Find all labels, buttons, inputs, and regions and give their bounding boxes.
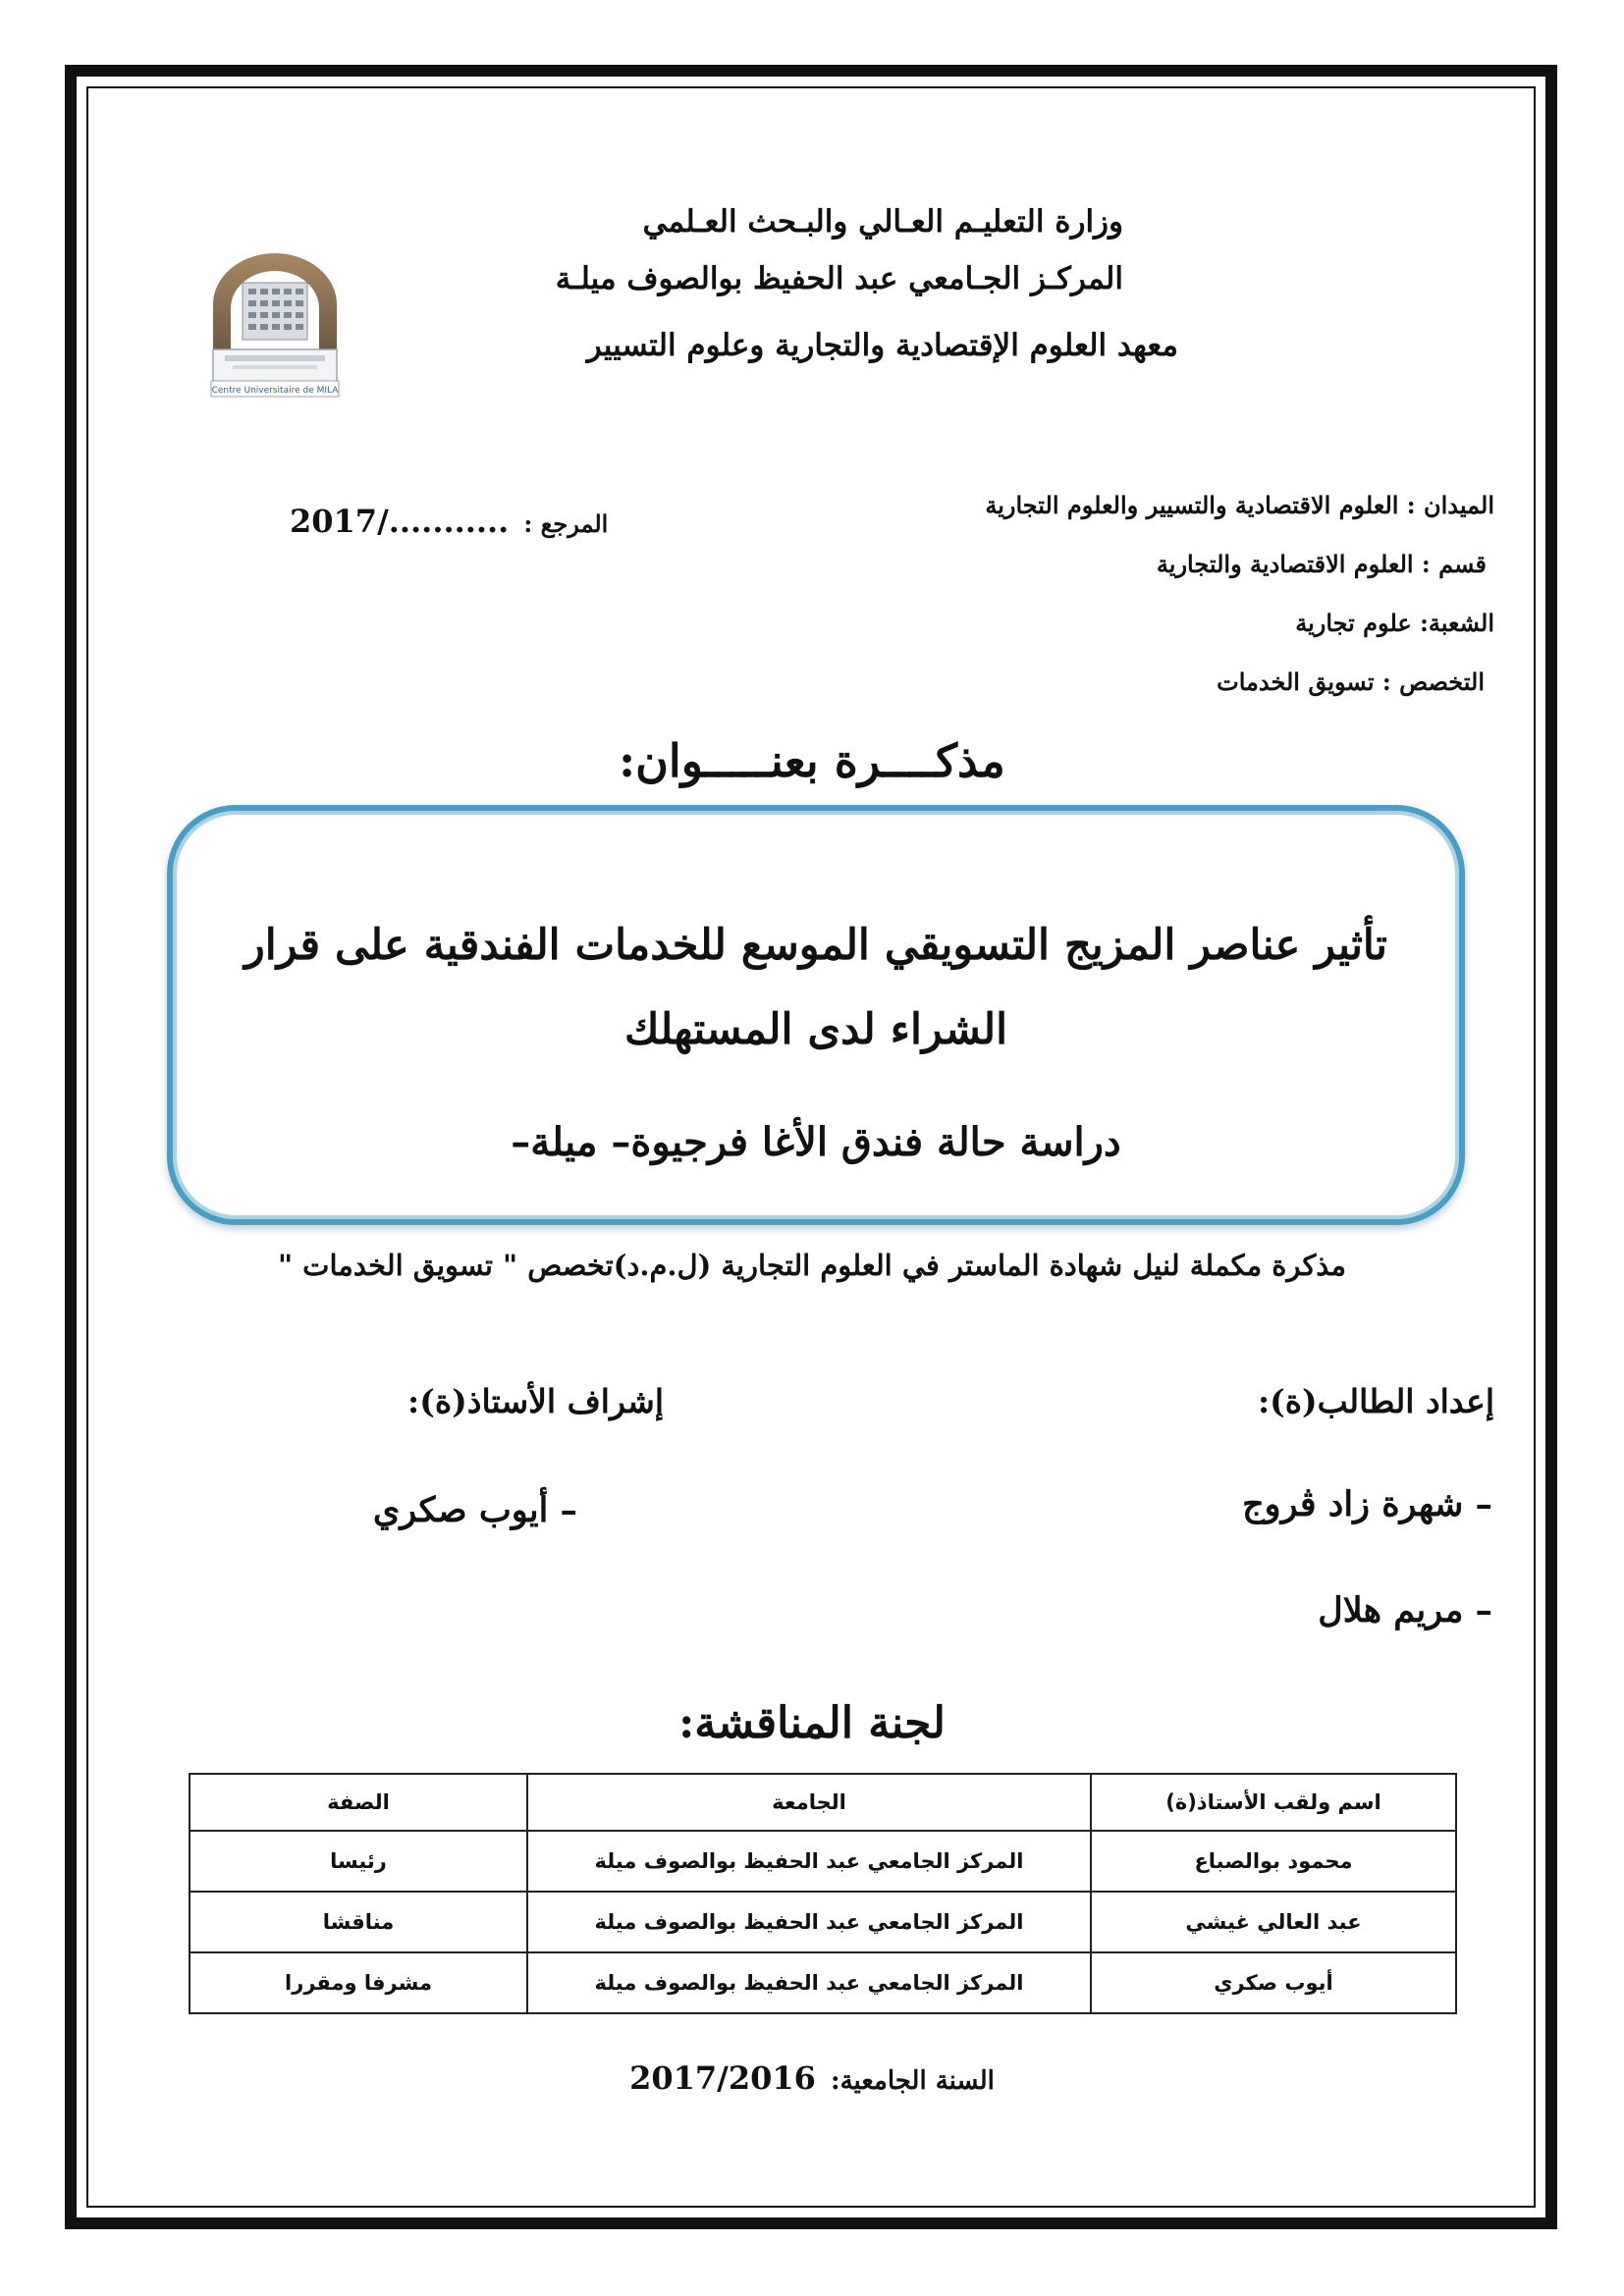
column-header-name: اسم ولقب الأستاذ(ة): [1091, 1774, 1456, 1831]
table-header-row: [189, 1774, 1456, 1831]
table-row: [189, 1952, 1456, 2013]
member-name: محمود بوالصباع: [1091, 1831, 1456, 1892]
reference-row: [290, 503, 608, 540]
member-university: المركز الجامعي عبد الحفيظ بوالصوف ميلة: [527, 1892, 1091, 1952]
member-name: أيوب صكري: [1091, 1952, 1456, 2013]
member-role: رئيسا: [189, 1831, 527, 1892]
column-header-role: الصفة: [189, 1774, 527, 1831]
memo-label: مذكــــرة بعنـــــوان:: [619, 734, 1005, 787]
column-header-university: الجامعة: [527, 1774, 1091, 1831]
ministry-line: وزارة التعليـم العـالي والبـحث العـلمي: [642, 204, 1123, 240]
thesis-title: تأثير عناصر المزيج التسويقي الموسع للخدمات الفندقية على قرار الشراء لدى المستهلك: [244, 921, 1387, 1054]
table-row: [189, 1892, 1456, 1952]
logo-caption: Centre Universitaire de MILA: [211, 386, 339, 396]
member-university: المركز الجامعي عبد الحفيظ بوالصوف ميلة: [527, 1831, 1091, 1892]
case-study: دراسة حالة فندق الأغا فرجيوة– ميلة–: [511, 1119, 1121, 1165]
degree-line: مذكرة مكملة لنيل شهادة الماستر في العلوم التجارية (ل.م.د)تخصص " تسويق الخدمات ": [277, 1249, 1347, 1282]
academic-year-value: 2017/2016: [629, 2059, 816, 2097]
specialty-line: التخصص : تسويق الخدمات: [1217, 667, 1485, 696]
institute-line: معهد العلوم الإقتصادية والتجارية وعلوم التسيير: [586, 328, 1178, 363]
supervisor-name: – أيوب صكري: [372, 1490, 577, 1530]
student-name-2: – مريم هلال: [1318, 1590, 1492, 1630]
university-logo: [201, 243, 349, 400]
academic-year-label: السنة الجامعية:: [830, 2066, 995, 2096]
committee-title: لجنة المناقشة:: [678, 1698, 946, 1748]
committee-table: [189, 1773, 1457, 2014]
supervisor-label: إشراف الأستاذ(ة):: [407, 1382, 664, 1420]
table-row: [189, 1831, 1456, 1892]
member-role: مناقشا: [189, 1892, 527, 1952]
student-name-1: – شهرة زاد ڤروج: [1242, 1484, 1492, 1524]
center-line: المركـز الجـامعي عبد الحفيظ بوالصوف ميلـة: [555, 261, 1123, 296]
member-role: مشرفا ومقررا: [189, 1952, 527, 2013]
academic-year: [0, 2059, 1624, 2097]
reference-value: 2017/...........: [290, 503, 510, 540]
department-line: قسم : العلوم الاقتصادية والتجارية: [1156, 550, 1487, 578]
member-university: المركز الجامعي عبد الحفيظ بوالصوف ميلة: [527, 1952, 1091, 2013]
field-line: الميدان : العلوم الاقتصادية والتسيير والعلوم التجارية: [985, 491, 1494, 519]
member-name: عبد العالي غيشي: [1091, 1892, 1456, 1952]
reference-label: المرجع :: [523, 509, 609, 538]
students-label: إعداد الطالب(ة):: [1257, 1382, 1494, 1420]
branch-line: الشعبة: علوم تجارية: [1295, 609, 1494, 637]
